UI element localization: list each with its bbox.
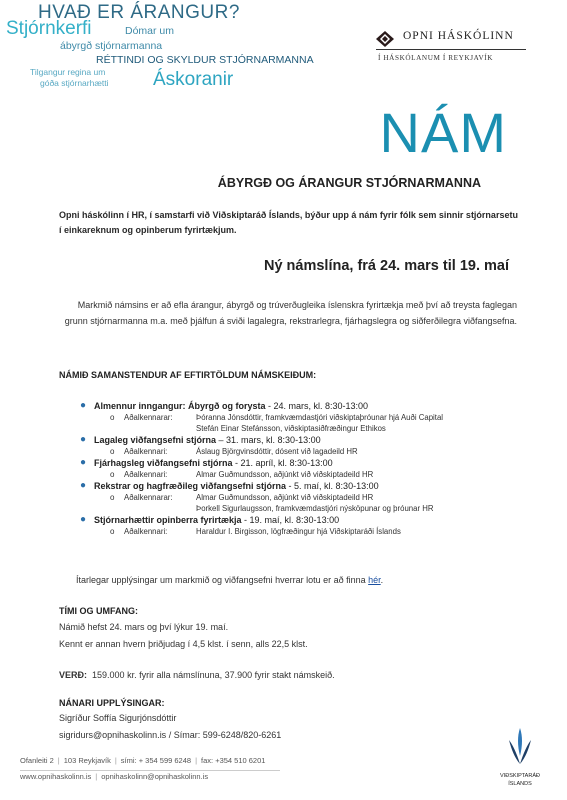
course-date: - 5. maí, kl. 8:30-13:00 <box>286 481 379 491</box>
list-item <box>80 457 530 469</box>
info-heading: NÁNARI UPPLÝSINGAR: <box>59 698 165 708</box>
course-teachers <box>80 469 530 480</box>
teacher-name: Þóranna Jónsdóttir, framkvæmdastjóri viðskiptaþróunar hjá Auði Capital <box>196 413 444 422</box>
bullet-icon: ● <box>80 514 87 525</box>
list-item <box>80 434 530 446</box>
teacher-name: Þorkell Sigurlaugsson, framkvæmdastjóri nýsköpunar og þróunar HR <box>196 504 434 513</box>
program-dates: Ný námslína, frá 24. mars til 19. maí <box>263 258 509 274</box>
course-title: Stjórnarhættir opinberra fyrirtækja <box>94 515 242 525</box>
sub-bullet-icon: o <box>110 470 115 479</box>
teacher-label: Aðalkennarar: <box>124 493 173 502</box>
word-cloud-item: Tilgangur regina um <box>30 67 106 77</box>
price-label: VERÐ: <box>59 670 88 680</box>
teacher-label: Aðalkennari: <box>124 470 168 479</box>
word-cloud-item: góða stjórnarhætti <box>40 78 109 88</box>
goal-paragraph: Markmið námsins er að efla árangur, ábyrgð og trúverðugleika íslenskra fyrirtækja með því að treysta faglegan grunn stjórnarmanna m.a. með þjálfun á sviði lagalegra, rekstrarlegra, fjárhagslegra og siðferðilegra viðfangsefna. <box>64 300 517 326</box>
logo-name: OPNI HÁSKÓLINN <box>403 30 514 42</box>
footer-phone: sími: + 354 599 6248 <box>120 756 192 765</box>
course-title: Rekstrar og hagfræðileg viðfangsefni stjórna <box>94 481 287 491</box>
courses-heading: NÁMIÐ SAMANSTENDUR AF EFTIRTÖLDUM NÁMSKEIÐUM: <box>59 370 317 380</box>
course-date: - 19. maí, kl. 8:30-13:00 <box>241 515 340 525</box>
sub-bullet-icon: o <box>110 493 115 502</box>
course-teachers <box>80 492 530 514</box>
bullet-icon: ● <box>80 434 87 445</box>
bullet-icon: ● <box>80 457 87 468</box>
footer-email-link[interactable]: opnihaskolinn@opnihaskolinn.is <box>101 772 209 781</box>
teacher-name: Almar Guðmundsson, aðjúnkt við viðskiptadeild HR <box>196 493 374 502</box>
price-text: 159.000 kr. fyrir alla námslínuna, 37.900 fyrir stakt námskeið. <box>92 670 335 680</box>
word-cloud-item: Áskoranir <box>153 69 234 90</box>
course-teachers <box>80 412 530 434</box>
bullet-icon: ● <box>80 400 87 411</box>
course-list <box>80 400 530 537</box>
course-title: Fjárhagsleg viðfangsefni stjórna <box>94 458 233 468</box>
vidskiptarad-line-1: VIÐSKIPTARÁÐ <box>500 773 540 779</box>
course-title: Almennur inngangur: Ábyrgð og forysta <box>94 401 266 411</box>
word-cloud-item: ábyrgð stjórnarmanna <box>60 40 163 52</box>
list-item <box>80 514 530 526</box>
list-item <box>80 480 530 492</box>
teacher-name: Almar Guðmundsson, aðjúnkt við viðskiptadeild HR <box>196 470 374 479</box>
course-date: - 24. mars, kl. 8:30-13:00 <box>265 401 369 411</box>
price-line <box>59 667 335 684</box>
course-teachers <box>80 526 530 537</box>
sub-bullet-icon: o <box>110 527 115 536</box>
teacher-label: Aðalkennarar: <box>124 413 173 422</box>
vidskiptarad-logo <box>500 726 540 787</box>
teacher-name: Haraldur I. Birgisson, lögfræðingur hjá Viðskiptaráði Íslands <box>196 527 401 536</box>
footer-web-link[interactable]: www.opnihaskolinn.is <box>20 772 92 781</box>
program-heading: ÁBYRGÐ OG ÁRANGUR STJÓRNARMANNA <box>217 176 481 190</box>
more-info-link[interactable]: hér <box>368 575 381 585</box>
logo-subtitle: Í HÁSKÓLANUM Í REYKJAVÍK <box>378 54 494 62</box>
more-info-line <box>76 575 383 585</box>
footer: Ofanleiti 2 | 103 Reykjavík | sími: + 354 599 6248 | fax: +354 510 6201 www.opnihaskolinn.is | opnihaskolinn@opnihaskolinn.is <box>20 756 266 781</box>
diamond-logo-icon <box>376 31 394 47</box>
footer-fax: fax: +354 510 6201 <box>201 756 266 765</box>
course-date: - 21. apríl, kl. 8:30-13:00 <box>232 458 333 468</box>
teacher-name: Stefán Einar Stefánsson, viðskiptasiðfræðingur Ethikos <box>196 424 386 433</box>
time-heading: TÍMI OG UMFANG: <box>59 606 138 616</box>
word-cloud-item: HVAÐ ER ÁRANGUR? <box>38 2 240 23</box>
logo-divider <box>376 49 526 50</box>
course-title: Lagaleg viðfangsefni stjórna <box>94 435 217 445</box>
sub-bullet-icon: o <box>110 447 115 456</box>
contact-name: Sigríður Soffía Sigurjónsdóttir <box>59 713 177 723</box>
word-cloud-item: Dómar um <box>125 25 175 37</box>
vidskiptarad-logo-icon <box>507 726 533 766</box>
footer-divider <box>20 770 280 771</box>
course-date: – 31. mars, kl. 8:30-13:00 <box>216 435 321 445</box>
footer-city: 103 Reykjavík <box>63 756 111 765</box>
teacher-label: Aðalkennari: <box>124 527 168 536</box>
more-info-text: Ítarlegar upplýsingar um markmið og viðfangsefni hverrar lotu er að finna <box>76 575 369 585</box>
more-info-end: . <box>380 575 384 585</box>
vidskiptarad-line-2: ÍSLANDS <box>508 781 532 787</box>
time-line-2: Kennt er annan hvern þriðjudag í 4,5 klst. í senn, alls 22,5 klst. <box>59 639 308 649</box>
intro-paragraph: Opni háskólinn í HR, í samstarfi við Viðskiptaráð Íslands, býður upp á nám fyrir fólk sem sinnir stjórnarsetu í einkareknum og opinberum fyrirtækjum. <box>59 210 518 235</box>
bullet-icon: ● <box>80 480 87 491</box>
teacher-name: Áslaug Björgvinsdóttir, dósent við lagadeild HR <box>196 447 358 456</box>
sub-bullet-icon: o <box>110 413 115 422</box>
word-cloud-item: Stjórnkerfi <box>6 18 92 39</box>
list-item <box>80 400 530 412</box>
word-cloud-item: RÉTTINDI OG SKYLDUR STJÓRNARMANNA <box>96 54 314 66</box>
teacher-label: Aðalkennari: <box>124 447 168 456</box>
footer-address: Ofanleiti 2 <box>20 756 54 765</box>
course-teachers <box>80 446 530 457</box>
time-line-1: Námið hefst 24. mars og því lýkur 19. maí. <box>59 622 229 632</box>
page-title: NÁM <box>379 101 507 164</box>
contact-details: sigridurs@opnihaskolinn.is / Símar: 599-6248/820-6261 <box>59 730 282 740</box>
